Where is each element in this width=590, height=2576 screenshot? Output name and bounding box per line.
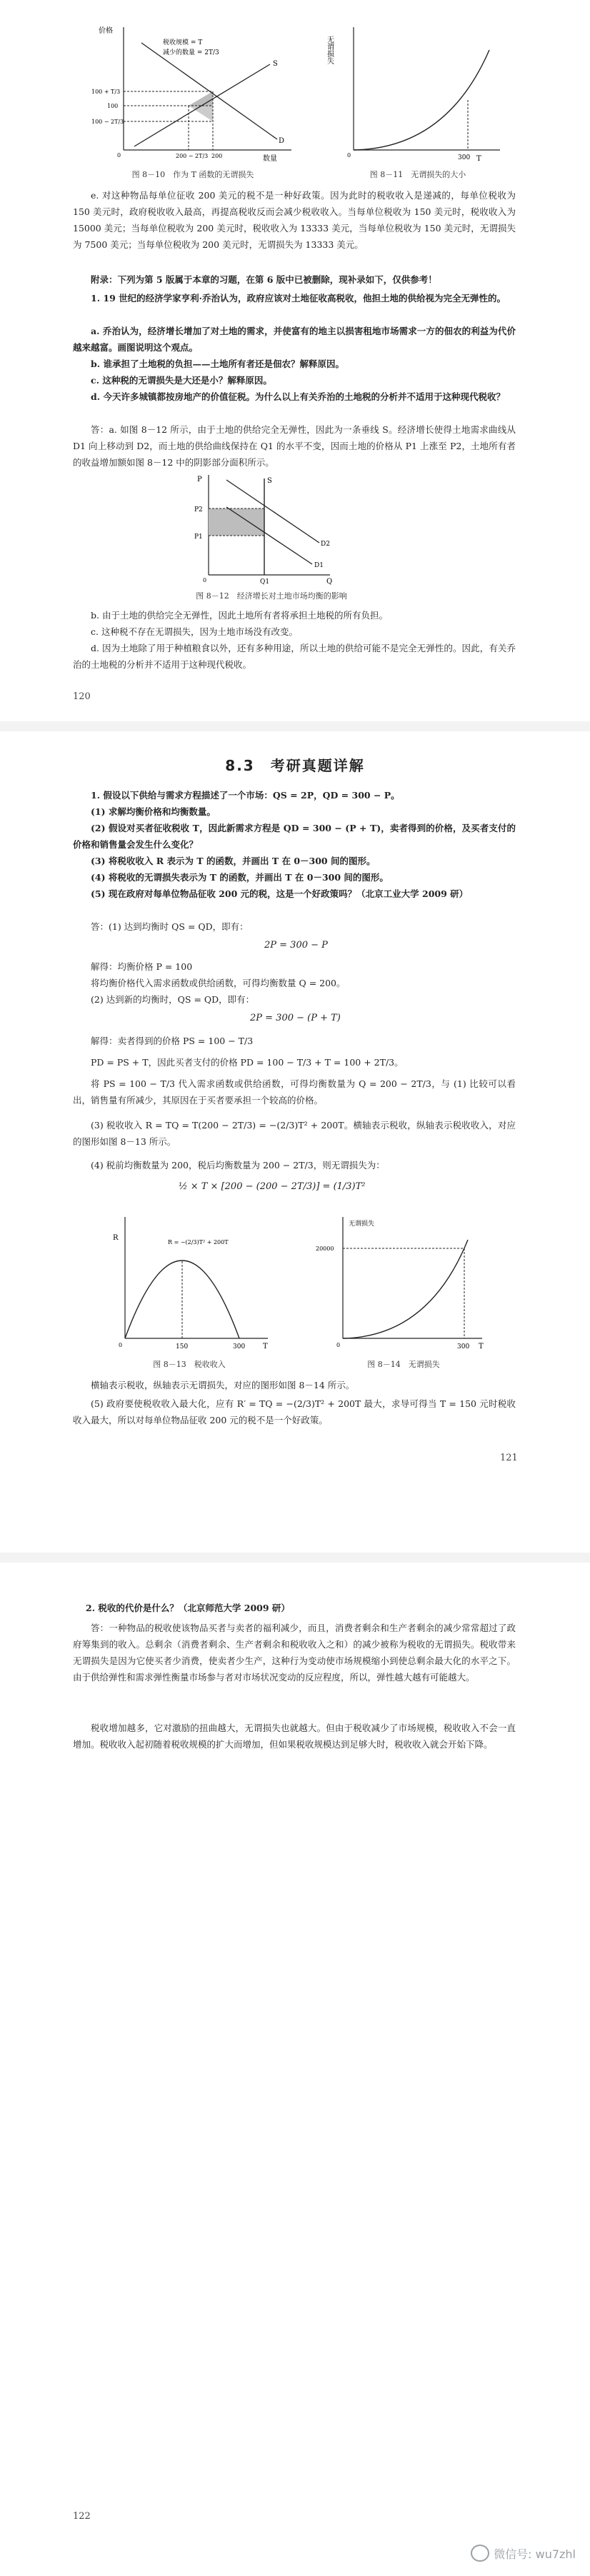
fig12-p2: P2 (194, 506, 203, 513)
fig12-origin: 0 (203, 577, 207, 583)
wechat-watermark (471, 2545, 576, 2562)
fig14-t: T (479, 1343, 484, 1350)
page-number-122: 122 (73, 2511, 91, 2522)
fig10-tax-label: 税收规模 = T (163, 39, 203, 46)
fig12-d1: D1 (314, 562, 324, 569)
fig11-tick-300: 300 (458, 154, 471, 161)
fig13-t300: 300 (233, 1343, 246, 1350)
answer-1b: 解得：均衡价格 P = 100 (91, 961, 193, 972)
question-2: 2. 税收的代价是什么？（北京师范大学 2009 研） (86, 1603, 290, 1613)
answer-4: (4) 税前均衡数量为 200，税后均衡数量为 200 − 2T/3，则无谓损失为： (91, 1160, 385, 1171)
answer-2-p2: 税收增加越多，它对激励的扭曲越大，无谓损失也就越大。但由于税收减少了市场规模，税收收入不会一直增加。税收收入起初随着税收规模的扩大而增加，但如果税收规模达到足够大时，税收收入就会开始下降。 (73, 1723, 516, 1750)
watermark-text: 微信号: wu7zhl (494, 2547, 576, 2561)
figure-8-13 (100, 1211, 279, 1354)
fig12-shaded-area (209, 508, 264, 536)
fig11-dwl-curve (354, 50, 489, 150)
answer-a: 答：a. 如图 8－12 所示，由于土地的供给完全无弹性，因此为一条垂线 S。经济增长使得土地需求曲线从 D1 向上移动到 D2，而土地的供给曲线保持在 Q1 的水平不变，因而土地的价格从 P1 上涨至 P2，土地所有者的收益增加额如图 8－12 中的阴影部分面积所示。 (73, 424, 516, 468)
fig12-p1: P1 (194, 533, 203, 541)
fig10-q200m: 200 − 2T/3 (176, 153, 209, 159)
fig10-axis-y: 价格 (99, 27, 113, 35)
answer-1c: 将均衡价格代入需求函数或供给函数，可得均衡数量 Q = 200。 (91, 978, 346, 988)
fig12-p: P (197, 476, 202, 483)
fig12-d2: D2 (321, 541, 330, 548)
appendix-note: 附录：下列为第 5 版属于本章的习题，在第 6 版中已被删除，现补录如下，仅供参考！ (91, 274, 437, 285)
fig12-s: S (267, 477, 272, 485)
answer-3: (3) 税收收入 R = TQ = T(200 − 2T/3) = −(2/3)T² + 200T。横轴表示税收，纵轴表示税收收入，对应的图形如图 8－13 所示。 (73, 1120, 516, 1147)
figure-8-11 (325, 21, 511, 164)
fig13-caption: 图 8－13 税收收入 (153, 1360, 226, 1369)
fig12-caption: 图 8－12 经济增长对土地市场均衡的影响 (196, 591, 347, 601)
fig13-origin: 0 (119, 1342, 123, 1348)
fig10-s-label: S (273, 60, 278, 68)
fig10-origin: 0 (117, 152, 121, 159)
answer-2d: 将 PS = 100 − T/3 代入需求函数或供给函数，可得均衡数量为 Q = 200 − 2T/3，与 (1) 比较可以看出，销售量有所减少，其原因在于买者要承担一个较高的价格。 (73, 1078, 516, 1106)
fig11-origin: 0 (347, 152, 351, 159)
answer-2: (2) 达到新的均衡时，QS = QD，即有： (91, 994, 255, 1005)
page-number-120: 120 (73, 691, 91, 702)
figure-8-12 (187, 471, 344, 586)
page-divider (0, 721, 590, 731)
question-19c: c. 这种税的无谓损失是大还是小？解释原因。 (91, 375, 272, 386)
fig10-axis-x: 数量 (263, 155, 277, 163)
fig14-v20000: 20000 (316, 1246, 334, 1252)
question-1-3: (3) 将税收收入 R 表示为 T 的函数，并画出 T 在 0－300 间的图形。 (91, 856, 376, 866)
page-divider-2 (0, 1553, 590, 1563)
fig13-formula: R = −(2/3)T² + 200T (168, 1239, 229, 1246)
answer-2b: 解得：卖者得到的价格 PS = 100 − T/3 (91, 1036, 254, 1046)
page-number-121: 121 (500, 1453, 518, 1463)
section-title: 8.3 考研真题详解 (225, 757, 365, 774)
fig11-caption: 图 8－11 无谓损失的大小 (369, 170, 466, 179)
equation-4: ½ × T × [200 − (200 − 2T/3)] = (1/3)T² (179, 1181, 366, 1192)
fig10-p100t: 100 + T/3 (91, 89, 121, 95)
question-19b: b. 谁承担了土地税的负担——土地所有者还是佃农？解释原因。 (91, 359, 344, 369)
fig10-p100: 100 (107, 103, 119, 109)
fig11-axis-y: 无谓损失 (325, 36, 334, 64)
fig10-dwl-triangle-low (189, 106, 213, 121)
answer-2-p1: 答：一种物品的税收使该物品买者与卖者的福利减少，而且，消费者剩余和生产者剩余的减少常常超过了政府筹集到的收入。总剩余（消费者剩余、生产者剩余和税收收入之和）的减少被称为税收的无谓损失。税收带来无谓损失是因为它使买者少消费，使卖者少生产，这种行为变动使市场规模缩小到使总剩余最大化的水平之下。由于供给弹性和需求弹性衡量市场参与者对市场状况变动的反应程度，所以，弹性越大越有可能越大。 (73, 1623, 516, 1683)
question-19: 1. 19 世纪的经济学家亨利·乔治认为，政府应该对土地征收高税收，他担土地的供给视为完全无弹性的。 (91, 293, 506, 304)
question-19d: d. 今天许多城镇都按房地产的价值征税。为什么以上有关乔治的土地税的分析并不适用于这种现代税收？ (91, 391, 505, 402)
answer-1: 答：(1) 达到均衡时 QS = QD，即有： (91, 921, 249, 932)
fig14-origin: 0 (336, 1342, 341, 1348)
fig13-t: T (263, 1343, 268, 1350)
fig14-dwl: 无谓损失 (349, 1221, 375, 1228)
figure-8-10 (91, 21, 306, 164)
answer-c: c. 这种税不存在无谓损失，因为土地市场没有改变。 (91, 626, 298, 637)
page-1 (0, 0, 590, 721)
wechat-icon (471, 2545, 489, 2562)
fig10-dwl-triangle (189, 91, 213, 106)
fig10-qred-label: 减少的数量 = 2T/3 (163, 49, 219, 56)
question-19a: a. 乔治认为，经济增长增加了对土地的需求，并使富有的地主以损害租地市场需求一方的佃农的利益为代价越来越富。画图说明这个观点。 (73, 326, 516, 353)
fig10-d-label: D (279, 137, 285, 145)
answer-5: (5) 政府要使税收收入最大化，应有 R′ = TQ = −(2/3)T² + 200T 最大，求导可得当 T = 150 元时税收收入最大，所以对每单位物品征收 200 元的税不是一个好政策。 (73, 1398, 516, 1425)
fig11-axis-x: T (476, 155, 481, 163)
answer-4b: 横轴表示税收，纵轴表示无谓损失，对应的图形如图 8－14 所示。 (91, 1380, 355, 1390)
fig14-t300: 300 (457, 1343, 470, 1350)
fig10-caption: 图 8－10 作为 T 函数的无谓损失 (131, 170, 254, 179)
para-e: e. 对这种物品每单位征收 200 美元的税不是一种好政策。因为此时的税收收入是递减的，每单位税收为 150 美元时，政府税收收入最高，再提高税收反而会减少税收收入。当每单位税收为 150 美元时，税收收入为 15000 美元；当每单位税收为 200 美元时，税收收入为 13333 美元，当每单位税收为 150 美元时，无谓损失为 7500 美元；当每单位税收为 200 美元时，无谓损失为 13333 美元。 (73, 190, 516, 250)
question-1-2: (2) 假设对买者征收税收 T，因此新需求方程是 QD = 300 − (P + T)，卖者得到的价格，及买者支付的价格和销售量会发生什么变化？ (73, 823, 516, 850)
fig10-q200: 200 (211, 153, 223, 159)
question-1-5: (5) 现在政府对每单位物品征收 200 元的税，这是一个好政策吗？（北京工业大学 2009 研） (91, 888, 469, 899)
fig12-q: Q (326, 578, 333, 586)
fig13-t150: 150 (176, 1343, 189, 1350)
fig12-q1: Q1 (260, 578, 270, 586)
fig13-r: R (113, 1234, 119, 1242)
page-3 (0, 1563, 590, 2576)
fig14-caption: 图 8－14 无谓损失 (367, 1360, 440, 1369)
fig10-p100m: 100 − 2T/3 (91, 119, 124, 125)
figure-8-14 (314, 1211, 493, 1354)
fig14-dwl-curve (343, 1240, 468, 1338)
equation-2: 2P = 300 − (P + T) (250, 1013, 341, 1023)
answer-b: b. 由于土地的供给完全无弹性，因此土地所有者将承担土地税的所有负担。 (91, 610, 388, 621)
question-1: 1. 假设以下供给与需求方程描述了一个市场：QS = 2P，QD = 300 − P。 (91, 790, 400, 801)
answer-d: d. 因为土地除了用于种植粮食以外，还有多种用途，所以土地的供给可能不是完全无弹性的。因此，有关乔治的土地税的分析并不适用于这种现代税收。 (73, 643, 516, 670)
page-2 (0, 731, 590, 1553)
answer-2c: PD = PS + T，因此买者支付的价格 PD = 100 − T/3 + T = 100 + 2T/3。 (91, 1057, 404, 1068)
question-1-4: (4) 将税收的无谓损失表示为 T 的函数，并画出 T 在 0－300 间的图形。 (91, 872, 389, 883)
equation-1: 2P = 300 − P (264, 940, 328, 951)
question-1-1: (1) 求解均衡价格和均衡数量。 (91, 806, 216, 817)
